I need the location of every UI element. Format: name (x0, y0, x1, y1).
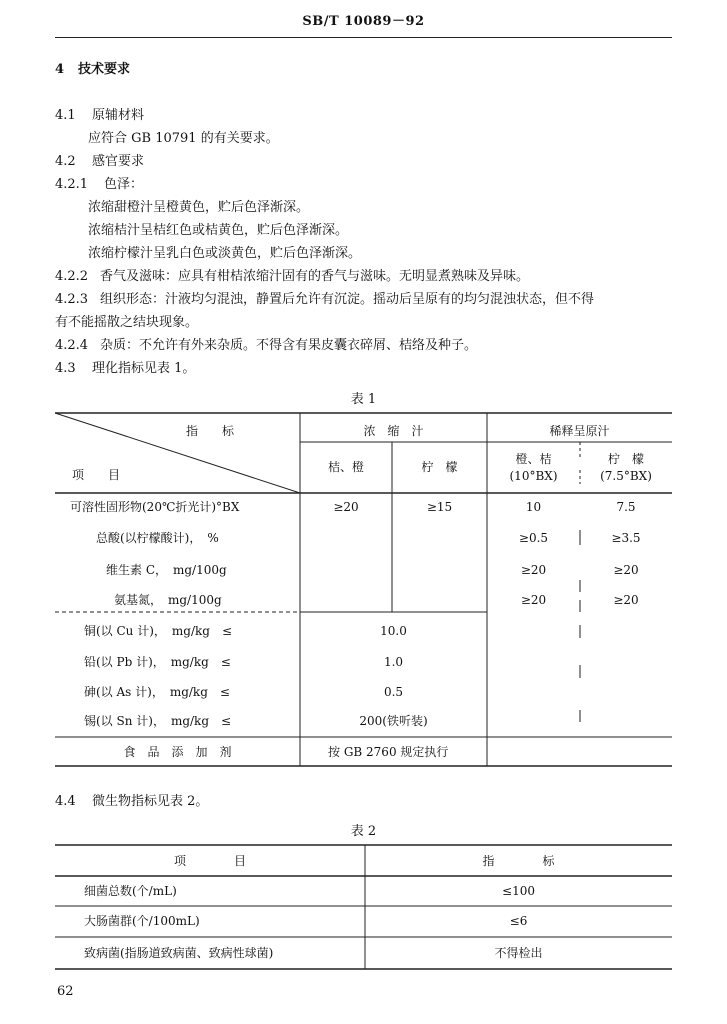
table-1-header-indicator: 指 标 (185, 424, 234, 438)
document-header: SB/T 10089－92 (302, 14, 425, 29)
clause-4-2-2-number: 4.2.2 (55, 269, 89, 284)
table-cell: ≥20 (613, 593, 639, 607)
table-row-item: 总酸(以柠檬酸计)， % (96, 531, 219, 545)
table-2-header-indicator: 指 标 (482, 854, 555, 868)
table-1-header-dilute: 稀释呈原汁 (549, 424, 610, 438)
clause-4-2-3-text: 组织形态：汁液均匀混浊，静置后允许有沉淀。摇动后呈原有的均匀混浊状态，但不得 (100, 292, 595, 307)
section-4-number: 4 (55, 62, 65, 77)
table-row-item: 氨基氮， mg/100g (114, 593, 222, 607)
table-row-item: 铅(以 Pb 计)， mg/kg ≤ (84, 655, 231, 669)
table-cell: 7.5 (616, 500, 636, 514)
clause-4-2-4-text: 杂质：不允许有外来杂质。不得含有果皮囊衣碎屑、桔络及种子。 (100, 338, 478, 353)
clause-4-1-title: 原辅材料 (92, 108, 145, 123)
clause-4-1-number: 4.1 (55, 108, 76, 123)
table-cell: ≥0.5 (518, 531, 549, 545)
table-2-header-item: 项 目 (173, 854, 246, 868)
table-cell: ≥20 (520, 593, 547, 607)
table-1-header-item: 项 目 (72, 468, 121, 482)
table-1-header-concentrate: 浓 缩 汁 (363, 424, 424, 438)
table-cell: 0.5 (383, 685, 404, 699)
clause-4-2-title: 感官要求 (92, 154, 145, 169)
color-line-tangerine: 浓缩桔汁呈桔红色或桔黄色，贮后色泽渐深。 (88, 223, 349, 238)
table-cell: 200(铁听装) (359, 714, 428, 728)
table-row-item: 可溶性固形物(20℃折光计)°BX (70, 500, 240, 514)
table-cell: ≥20 (613, 563, 639, 577)
clause-4-3-text: 理化指标见表 1。 (92, 361, 196, 376)
clause-4-2-1-title: 色泽： (104, 177, 144, 192)
clause-4-1-body: 应符合 GB 10791 的有关要求。 (88, 131, 279, 146)
table-1-sub-concentrate-orange: 桔、橙 (327, 460, 364, 474)
clause-4-2-1-number: 4.2.1 (55, 177, 89, 192)
table-cell: 10 (525, 500, 542, 514)
page-number: 62 (57, 984, 74, 999)
section-4-title: 技术要求 (78, 62, 131, 77)
table-row-item: 铜(以 Cu 计)， mg/kg ≤ (84, 624, 233, 638)
color-line-orange: 浓缩甜橙汁呈橙黄色，贮后色泽渐深。 (88, 200, 310, 215)
table-cell: ≥20 (333, 500, 359, 514)
clause-4-4-number: 4.4 (55, 794, 76, 809)
table-row-item: 砷(以 As 计)， mg/kg ≤ (84, 685, 230, 699)
clause-4-2-number: 4.2 (55, 154, 76, 169)
table-cell-additive: 按 GB 2760 规定执行 (328, 745, 449, 759)
table-row-item: 致病菌(指肠道致病菌、致病性球菌) (84, 946, 274, 960)
table-row-item: 维生素 C， mg/100g (106, 563, 227, 577)
table-1-sub-dilute-orange-brix: (10°BX) (509, 469, 558, 483)
table-cell: 1.0 (383, 655, 404, 669)
table-1-sub-dilute-lemon: 柠 檬 (607, 452, 644, 466)
table-cell: ≤6 (509, 914, 528, 928)
table-row-item: 细菌总数(个/mL) (84, 884, 177, 898)
table-1-caption: 表 1 (350, 392, 377, 407)
table-1-sub-concentrate-lemon: 柠 檬 (421, 460, 458, 474)
clause-4-2-3-number: 4.2.3 (55, 292, 89, 307)
clause-4-2-3-text-cont: 有不能摇散之结块现象。 (55, 315, 199, 330)
table-1-sub-dilute-orange: 橙、桔 (515, 452, 552, 466)
table-row-item: 大肠菌群(个/100mL) (84, 914, 200, 928)
table-1-sub-dilute-lemon-brix: (7.5°BX) (600, 469, 652, 483)
clause-4-2-2-text: 香气及滋味：应具有柑桔浓缩汁固有的香气与滋味。无明显煮熟味及异味。 (100, 269, 530, 284)
clause-4-3-number: 4.3 (55, 361, 76, 376)
table-row-item-additive: 食 品 添 加 剂 (123, 745, 232, 759)
table-2-caption: 表 2 (350, 824, 377, 839)
table-cell: 不得检出 (494, 946, 543, 960)
table-cell: ≤100 (502, 884, 535, 898)
clause-4-4-text: 微生物指标见表 2。 (92, 794, 209, 809)
table-cell: ≥15 (426, 500, 453, 514)
table-cell: ≥20 (520, 563, 547, 577)
clause-4-2-4-number: 4.2.4 (55, 338, 89, 353)
table-cell: ≥3.5 (611, 531, 641, 545)
table-cell: 10.0 (380, 624, 407, 638)
color-line-lemon: 浓缩柠檬汁呈乳白色或淡黄色，贮后色泽渐深。 (88, 246, 362, 261)
table-row-item: 锡(以 Sn 计)， mg/kg ≤ (84, 714, 232, 728)
